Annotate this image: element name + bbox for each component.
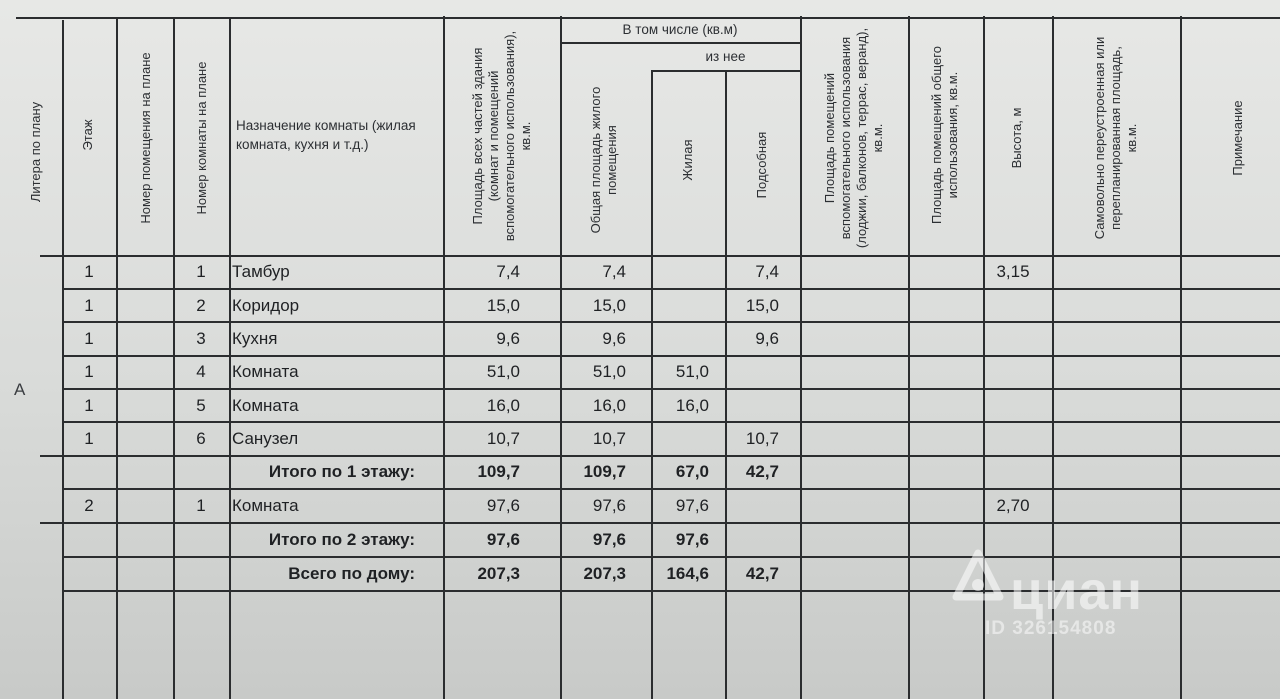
cell-obshchaya: 9,6: [602, 329, 626, 348]
grid-line: [443, 16, 445, 699]
cell-vsego: 10,7: [486, 429, 520, 448]
cell-vsego: 9,6: [496, 329, 520, 348]
cell-vsego: 15,0: [486, 296, 520, 315]
cell-zhilaya: 51,0: [675, 362, 709, 381]
cian-logo-icon: [948, 545, 1008, 605]
cell-nomer: 1: [196, 496, 206, 515]
header-v-tom-chisle: В том числе (кв.м): [622, 22, 738, 37]
cell-vsego: 16,0: [486, 396, 520, 415]
cell-nomer: 1: [196, 262, 206, 281]
header-primechanie: Примечание: [1230, 100, 1245, 176]
cell-zhilaya: 16,0: [675, 396, 709, 415]
cell-obshchaya: 7,4: [602, 262, 626, 281]
header-nomer-pomeshcheniya: Номер помещения на плане: [138, 52, 153, 224]
grid-line: [173, 17, 175, 699]
cell-obshchaya: 15,0: [592, 296, 626, 315]
cell-naznachenie: Санузел: [232, 429, 299, 448]
cell-naznachenie: Комната: [232, 496, 299, 515]
grid-line: [40, 455, 1280, 457]
header-naznachenie: Назначение комнаты (жилая комната, кухня и т.д.): [236, 118, 416, 152]
cell-obshchaya: 207,3: [583, 564, 626, 583]
cell-podsobnaya: 9,6: [755, 329, 779, 348]
grid-line: [62, 488, 1280, 490]
header-vysota: Высота, м: [1009, 107, 1024, 169]
grid-line: [229, 17, 231, 699]
cell-podsobnaya: 42,7: [745, 564, 779, 583]
grid-line: [800, 16, 802, 699]
grid-line: [560, 42, 800, 44]
cell-naznachenie: Итого по 2 этажу:: [268, 530, 415, 549]
cell-nomer: 3: [196, 329, 206, 348]
grid-line: [116, 18, 118, 699]
header-nomer-komnaty: Номер комнаты на плане: [194, 61, 209, 215]
header-samovolno: Самовольно переустроенная или перепланированная площадь, кв.м.: [1092, 36, 1139, 240]
cell-nomer: 4: [196, 362, 206, 381]
cell-naznachenie: Итого по 1 этажу:: [268, 462, 415, 481]
grid-line: [62, 421, 1280, 423]
cell-podsobnaya: 7,4: [755, 262, 779, 281]
grid-line: [62, 355, 1280, 357]
cell-nomer: 5: [196, 396, 206, 415]
header-ploshchad-vsekh: Площадь всех частей здания (комнат и помещений вспомогательного использования), кв.м.: [470, 30, 533, 242]
grid-line: [16, 17, 1280, 19]
cell-obshchaya: 97,6: [592, 496, 626, 515]
grid-line: [62, 556, 1280, 558]
cell-etazh: 2: [84, 496, 94, 515]
cell-vsego: 51,0: [486, 362, 520, 381]
litera-value: А: [14, 380, 26, 399]
grid-line: [1180, 16, 1182, 699]
cell-etazh: 1: [84, 296, 94, 315]
grid-line: [62, 20, 64, 699]
grid-line: [560, 16, 562, 699]
cell-obshchaya: 109,7: [583, 462, 626, 481]
grid-line: [651, 70, 653, 699]
cell-vysota: 3,15: [996, 262, 1030, 281]
cell-naznachenie: Тамбур: [232, 262, 290, 281]
watermark-brand: циан: [1010, 561, 1144, 621]
header-obshchaya-zhilaya: Общая площадь жилого помещения: [588, 86, 619, 234]
cell-naznachenie: Комната: [232, 396, 299, 415]
cell-etazh: 1: [84, 262, 94, 281]
cell-etazh: 1: [84, 429, 94, 448]
cell-vsego: 207,3: [477, 564, 520, 583]
header-litera: Литера по плану: [28, 101, 43, 203]
header-podsobnaya: Подсобная: [754, 131, 769, 199]
header-obshchego: Площадь помещений общего использования, кв.м.: [929, 46, 960, 224]
cell-zhilaya: 67,0: [675, 462, 709, 481]
cell-podsobnaya: 42,7: [745, 462, 779, 481]
header-iz-nee: из нее: [705, 49, 746, 64]
cell-etazh: 1: [84, 362, 94, 381]
cell-obshchaya: 51,0: [592, 362, 626, 381]
cell-etazh: 1: [84, 329, 94, 348]
cell-vsego: 97,6: [486, 530, 520, 549]
grid-line: [62, 321, 1280, 323]
cell-vsego: 109,7: [477, 462, 520, 481]
cell-obshchaya: 10,7: [592, 429, 626, 448]
cell-zhilaya: 97,6: [675, 496, 709, 515]
grid-line: [62, 388, 1280, 390]
cell-vsego: 97,6: [486, 496, 520, 515]
header-etazh: Этаж: [80, 119, 95, 151]
cell-etazh: 1: [84, 396, 94, 415]
cell-naznachenie: Кухня: [232, 329, 278, 348]
grid-line: [40, 522, 1280, 524]
grid-line: [908, 16, 910, 699]
grid-line: [651, 70, 800, 72]
cell-zhilaya: 97,6: [675, 530, 709, 549]
cell-naznachenie: Коридор: [232, 296, 300, 315]
cell-podsobnaya: 15,0: [745, 296, 779, 315]
cell-nomer: 2: [196, 296, 206, 315]
watermark-id: ID 326154808: [985, 618, 1117, 639]
grid-line: [40, 255, 1280, 257]
cell-nomer: 6: [196, 429, 206, 448]
cell-vysota: 2,70: [996, 496, 1030, 515]
cell-obshchaya: 16,0: [592, 396, 626, 415]
cell-vsego: 7,4: [496, 262, 520, 281]
header-zhilaya: Жилая: [680, 139, 695, 181]
cell-naznachenie: Всего по дому:: [288, 564, 415, 583]
cell-podsobnaya: 10,7: [745, 429, 779, 448]
cell-obshchaya: 97,6: [592, 530, 626, 549]
header-vspomogatelnye: Площадь помещений вспомогательного использования (лоджии, балконов, террас, веранд), кв.м.: [822, 27, 885, 249]
cell-naznachenie: Комната: [232, 362, 299, 381]
grid-line: [725, 70, 727, 699]
cell-zhilaya: 164,6: [666, 564, 709, 583]
grid-line: [62, 288, 1280, 290]
